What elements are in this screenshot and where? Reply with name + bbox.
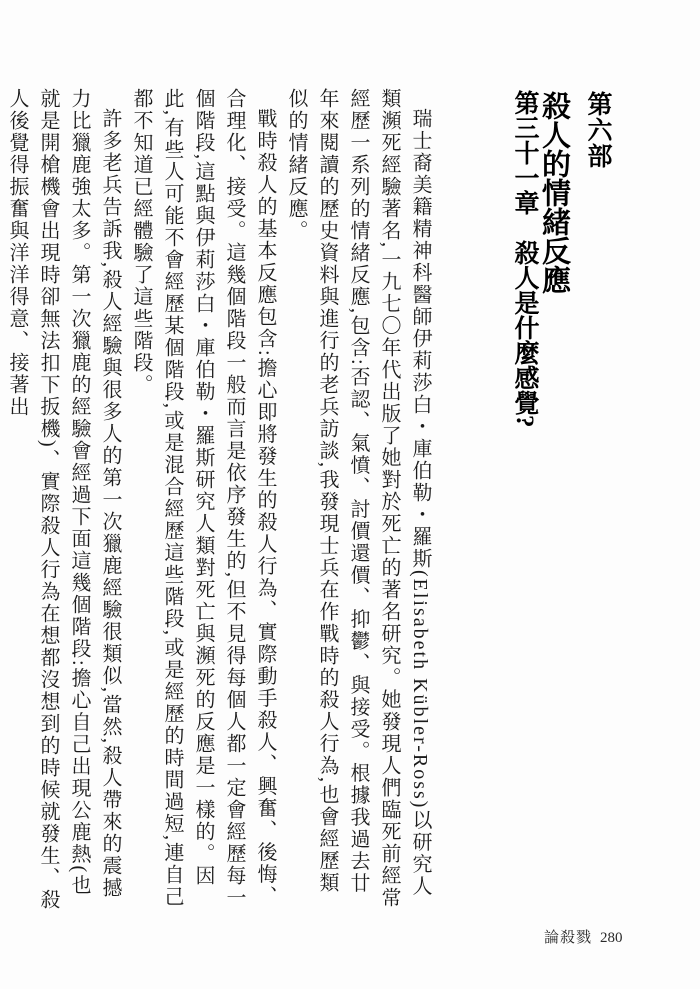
page-footer xyxy=(544,926,623,947)
page-number: 280 xyxy=(600,930,623,946)
body-text xyxy=(6,88,435,912)
book-title: 論殺戮 xyxy=(544,930,593,946)
part-header xyxy=(537,91,613,651)
paragraph-1: 瑞士裔美籍精神科醫師伊莉莎白・庫伯勒・羅斯(Elisabeth Kübler-Ross)以研究人類瀕死經驗著名,一九七〇年代出版了她對於死亡的著名研究。她發現人們臨死前經常經歷一系列的情緒反應,包含:否認、氣憤、討價還價、抑鬱、與接受。根據我過去廿年來閱讀的歷史資料與進行的老兵訪談,我發現士兵在作戰時的殺人行為,也會經歷類似的情緒反應。 xyxy=(285,88,431,909)
paragraph-2: 戰時殺人的基本反應包含:擔心即將發生的殺人行為、實際動手殺人、興奮、後悔、合理化、接受。這幾個階段一般而言是依序發生的,但不見得每個人都一定會經歷每一個階段,這點與伊莉莎白・庫伯勒・羅斯研究人類對死亡與瀕死的反應是一樣的。因此,有些人可能不會經歷某個階段,或是混合經歷這些階段,或是經歷的時間過短,連自己都不知道已經體驗了這些階段。 xyxy=(130,88,276,909)
part-number: 第六部 xyxy=(584,91,612,169)
paragraph-3: 許多老兵告訴我,殺人經驗與很多人的第一次獵鹿經驗很類似,當然,殺人帶來的震撼力比獵鹿強太多。第一次獵鹿的經驗會經過下面這幾個階段:擔心自己出現公鹿熱(也就是開槍機會出現時卻無法扣下扳機)、實際殺人行為在想都沒想到的時候就發生、殺人後覺得振奮與洋洋得意、接著出 xyxy=(6,88,121,911)
part-title: 殺人的情緒反應 xyxy=(538,91,570,294)
chapter-title: 第三十一章 殺人是什麼感覺? xyxy=(511,90,538,428)
